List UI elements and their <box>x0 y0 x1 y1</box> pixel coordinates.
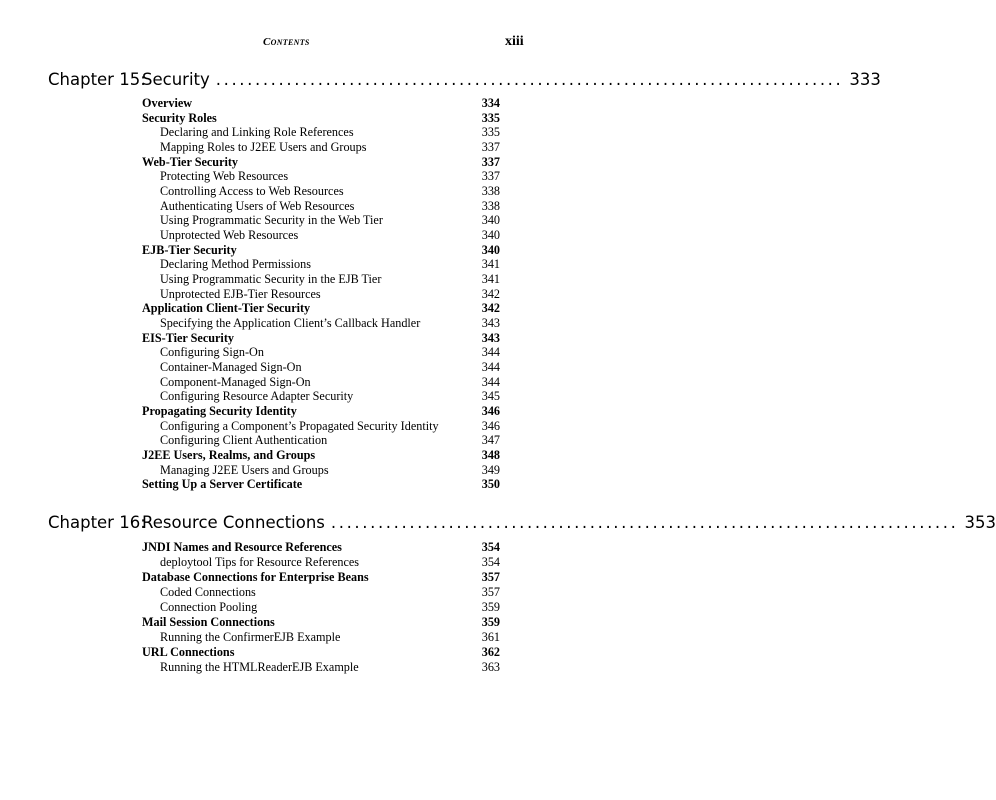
entry-page-number: 342 <box>481 286 500 301</box>
entry-title: Security Roles <box>142 110 217 125</box>
toc-subsection-entry[interactable] <box>0 585 638 600</box>
toc-section-entry[interactable] <box>0 570 638 585</box>
dot-leader: ................................................................................ <box>215 70 844 89</box>
entry-title: Configuring a Component’s Propagated Security Identity <box>160 418 439 433</box>
entry-page-number: 346 <box>481 403 500 418</box>
chapter-label: Chapter 15: <box>48 70 146 89</box>
toc-section-entry[interactable] <box>0 448 638 463</box>
entry-page-number: 357 <box>481 584 500 599</box>
entry-page-number: 359 <box>481 599 500 614</box>
toc-subsection-entry[interactable] <box>0 257 638 272</box>
entry-title: Coded Connections <box>160 584 256 599</box>
entry-title: URL Connections <box>142 644 235 659</box>
toc-subsection-entry[interactable] <box>0 660 638 675</box>
toc-subsection-entry[interactable] <box>0 228 638 243</box>
toc-subsection-entry[interactable] <box>0 184 638 199</box>
running-head-page-number: xiii <box>505 34 524 49</box>
running-head-title: Contents <box>263 36 310 48</box>
entry-page-number: 343 <box>481 315 500 330</box>
entry-page-number: 340 <box>481 227 500 242</box>
toc-subsection-entry[interactable] <box>0 287 638 302</box>
entry-title: EIS-Tier Security <box>142 330 234 345</box>
toc-section-entry[interactable] <box>0 301 638 316</box>
entry-title: deploytool Tips for Resource References <box>160 554 360 569</box>
entry-page-number: 344 <box>481 345 500 360</box>
toc-subsection-entry[interactable] <box>0 433 638 448</box>
chapter-heading[interactable] <box>0 70 881 92</box>
entry-page-number: 363 <box>481 659 500 674</box>
entry-title: J2EE Users, Realms, and Groups <box>142 447 316 462</box>
entry-title: EJB-Tier Security <box>142 242 237 257</box>
entry-page-number: 350 <box>481 477 500 492</box>
entry-title: Declaring Method Permissions <box>160 257 311 272</box>
toc-section-entry[interactable] <box>0 243 638 258</box>
running-head <box>0 36 638 52</box>
entry-title: Authenticating Users of Web Resources <box>160 198 355 213</box>
toc-section-entry[interactable] <box>0 540 638 555</box>
chapter-title-row <box>142 70 881 89</box>
toc-section-entry[interactable] <box>0 615 638 630</box>
toc-section-entry[interactable] <box>0 111 638 126</box>
chapter-heading[interactable] <box>0 513 996 535</box>
entry-page-number: 341 <box>481 257 500 272</box>
entry-page-number: 354 <box>481 554 500 569</box>
toc-subsection-entry[interactable] <box>0 199 638 214</box>
entry-page-number: 344 <box>481 359 500 374</box>
entry-title: Mapping Roles to J2EE Users and Groups <box>160 139 367 154</box>
entry-page-number: 361 <box>481 629 500 644</box>
toc-section-entry[interactable] <box>0 477 638 492</box>
toc-section-entry[interactable] <box>0 96 638 111</box>
toc-subsection-entry[interactable] <box>0 630 638 645</box>
toc-subsection-entry[interactable] <box>0 600 638 615</box>
entry-title: Setting Up a Server Certificate <box>142 477 303 492</box>
entry-title: Configuring Resource Adapter Security <box>160 389 354 404</box>
entry-title: Using Programmatic Security in the EJB Tier <box>160 271 382 286</box>
toc-subsection-entry[interactable] <box>0 375 638 390</box>
entry-title: Unprotected Web Resources <box>160 227 299 242</box>
toc-subsection-entry[interactable] <box>0 272 638 287</box>
entry-page-number: 345 <box>481 389 500 404</box>
entry-page-number: 343 <box>481 330 500 345</box>
toc-section-entry[interactable] <box>0 155 638 170</box>
entry-title: Mail Session Connections <box>142 614 275 629</box>
chapter-title: Resource Connections <box>142 513 325 532</box>
entry-title: Declaring and Linking Role References <box>160 125 354 140</box>
entry-title: JNDI Names and Resource References <box>142 540 342 554</box>
entry-title: Web-Tier Security <box>142 154 239 169</box>
chapter-page-number: 333 <box>849 70 881 89</box>
entry-title: Running the HTMLReaderEJB Example <box>160 659 359 674</box>
chapter-label: Chapter 16: <box>48 513 146 532</box>
entry-page-number: 347 <box>481 433 500 448</box>
entry-page-number: 359 <box>481 614 500 629</box>
toc-subsection-entry[interactable] <box>0 463 638 478</box>
toc-section-entry[interactable] <box>0 404 638 419</box>
toc-subsection-entry[interactable] <box>0 360 638 375</box>
entry-page-number: 342 <box>481 301 500 316</box>
entry-title: Managing J2EE Users and Groups <box>160 462 329 477</box>
entry-page-number: 340 <box>481 213 500 228</box>
entry-title: Overview <box>142 96 193 110</box>
toc-subsection-entry[interactable] <box>0 345 638 360</box>
entry-title: Using Programmatic Security in the Web Tier <box>160 213 383 228</box>
entry-title: Database Connections for Enterprise Beans <box>142 569 369 584</box>
toc-subsection-entry[interactable] <box>0 140 638 155</box>
toc-subsection-entry[interactable] <box>0 389 638 404</box>
toc-subsection-entry[interactable] <box>0 316 638 331</box>
entry-page-number: 348 <box>481 447 500 462</box>
entry-page-number: 340 <box>481 242 500 257</box>
toc-section-entry[interactable] <box>0 331 638 346</box>
entry-title: Container-Managed Sign-On <box>160 359 302 374</box>
toc-subsection-entry[interactable] <box>0 555 638 570</box>
entry-page-number: 338 <box>481 183 500 198</box>
entry-page-number: 337 <box>481 139 500 154</box>
toc-subsection-entry[interactable] <box>0 169 638 184</box>
entry-title: Propagating Security Identity <box>142 403 297 418</box>
entry-title: Protecting Web Resources <box>160 169 289 184</box>
entry-page-number: 335 <box>481 125 500 140</box>
entry-page-number: 341 <box>481 271 500 286</box>
entry-page-number: 337 <box>481 154 500 169</box>
entry-page-number: 357 <box>481 569 500 584</box>
toc-section-entry[interactable] <box>0 645 638 660</box>
entry-title: Component-Managed Sign-On <box>160 374 311 389</box>
toc-subsection-entry[interactable] <box>0 125 638 140</box>
entry-title: Specifying the Application Client’s Callback Handler <box>160 315 421 330</box>
entry-page-number: 349 <box>481 462 500 477</box>
entry-title: Application Client-Tier Security <box>142 301 311 316</box>
entry-page-number: 335 <box>481 110 500 125</box>
chapter-title-row <box>142 513 996 532</box>
entry-title: Running the ConfirmerEJB Example <box>160 629 341 644</box>
entry-page-number: 346 <box>481 418 500 433</box>
toc-subsection-entry[interactable] <box>0 419 638 434</box>
dot-leader: ................................................................................ <box>330 513 959 532</box>
entry-title: Configuring Client Authentication <box>160 433 328 448</box>
entry-page-number: 334 <box>481 96 500 110</box>
toc-subsection-entry[interactable] <box>0 213 638 228</box>
entry-title: Configuring Sign-On <box>160 345 264 360</box>
entry-page-number: 337 <box>481 169 500 184</box>
entry-title: Connection Pooling <box>160 599 258 614</box>
chapter-title: Security <box>142 70 210 89</box>
entry-page-number: 362 <box>481 644 500 659</box>
entry-page-number: 338 <box>481 198 500 213</box>
entry-title: Unprotected EJB-Tier Resources <box>160 286 321 301</box>
entry-title: Controlling Access to Web Resources <box>160 183 344 198</box>
chapter-page-number: 353 <box>964 513 996 532</box>
entry-page-number: 354 <box>481 540 500 554</box>
entry-page-number: 344 <box>481 374 500 389</box>
